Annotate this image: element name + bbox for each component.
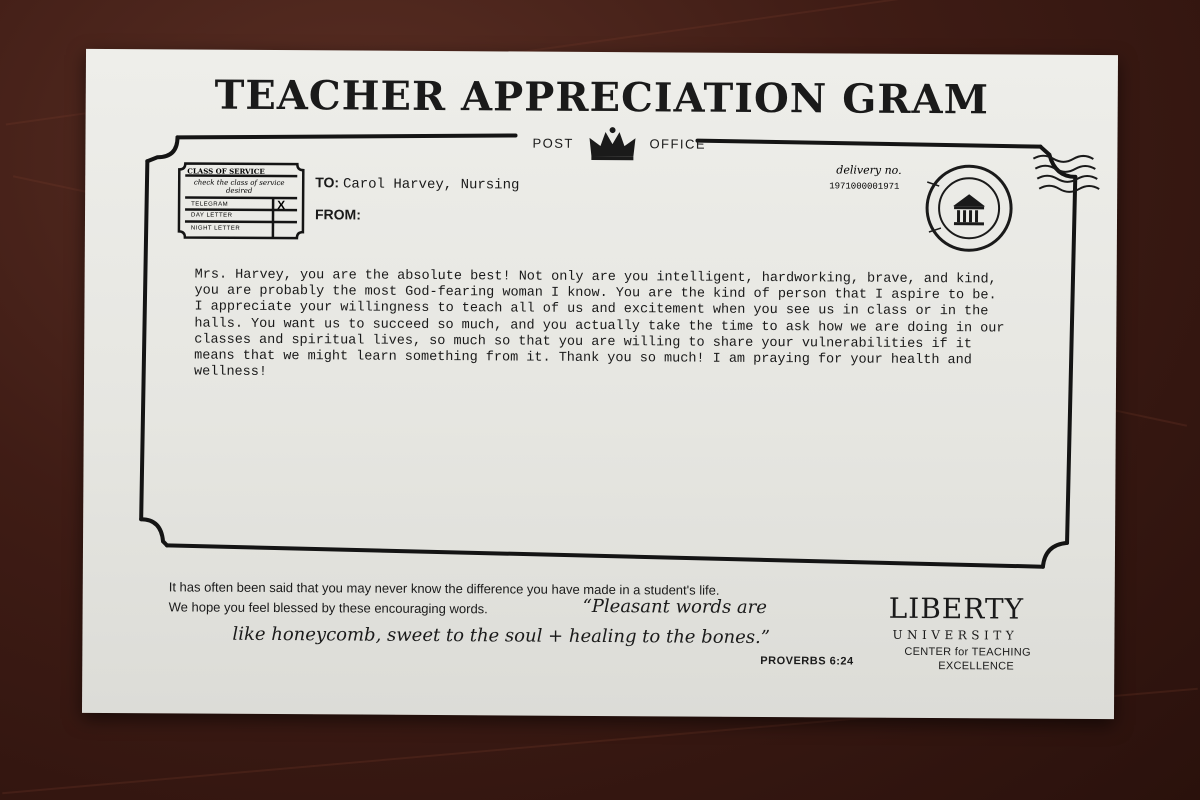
class-of-service-instruction: check the class of service desired <box>193 178 285 195</box>
liberty-logo-name: LIBERTY <box>888 591 1025 626</box>
appreciation-gram-card <box>82 49 1118 719</box>
footer-line-1: It has often been said that you may never know the difference you have made in a student's life. <box>168 579 720 598</box>
liberty-logo-center: CENTER for TEACHING <box>904 645 1031 659</box>
gram-message: Mrs. Harvey, you are the absolute best! Not only are you intelligent, hardworking, brave, and kind, you are probably the most God-fearing woman I know. You are the kind of person that I aspire to be. I appreciate your willingness to teach all of us and excitement when you see us in class or in the halls. You want us to succeed so much, and you actually take the time to ask how we are doing in our classes and spiritual lives, so much so that you are willing to share your vulnerabilities if it means that we might learn something from it. Thank you so much! I am praying for your health and wellness! <box>194 267 1005 381</box>
service-option-day-letter: DAY LETTER <box>191 212 233 219</box>
liberty-logo-university: UNIVERSITY <box>892 627 1019 643</box>
verse-part-1: “Pleasant words are <box>582 595 767 619</box>
liberty-logo-excellence: EXCELLENCE <box>938 660 1015 673</box>
class-of-service-title: CLASS OF SERVICE <box>187 166 265 176</box>
gram-title: TEACHER APPRECIATION GRAM <box>214 71 990 124</box>
service-option-night-letter: NIGHT LETTER <box>190 225 241 232</box>
post-label: POST <box>532 135 574 151</box>
class-of-service-box <box>177 161 305 240</box>
service-selected-mark: X <box>277 198 286 213</box>
delivery-number: 1971000001971 <box>829 181 900 192</box>
verse-part-2: like honeycomb, sweet to the soul + healing to the bones.” <box>232 623 771 649</box>
office-label: OFFICE <box>649 136 707 152</box>
service-option-telegram: TELEGRAM <box>191 201 229 208</box>
from-label: FROM: <box>314 206 361 223</box>
to-line <box>315 174 519 193</box>
to-value: Carol Harvey, Nursing <box>342 176 520 194</box>
postage-stamp-icon <box>923 162 1016 255</box>
to-label: TO: <box>315 174 340 191</box>
verse-reference: PROVERBS 6:24 <box>760 654 854 668</box>
crown-icon <box>585 126 639 162</box>
delivery-label: delivery no. <box>836 163 902 177</box>
footer-line-2: We hope you feel blessed by these encouraging words. <box>168 599 488 617</box>
